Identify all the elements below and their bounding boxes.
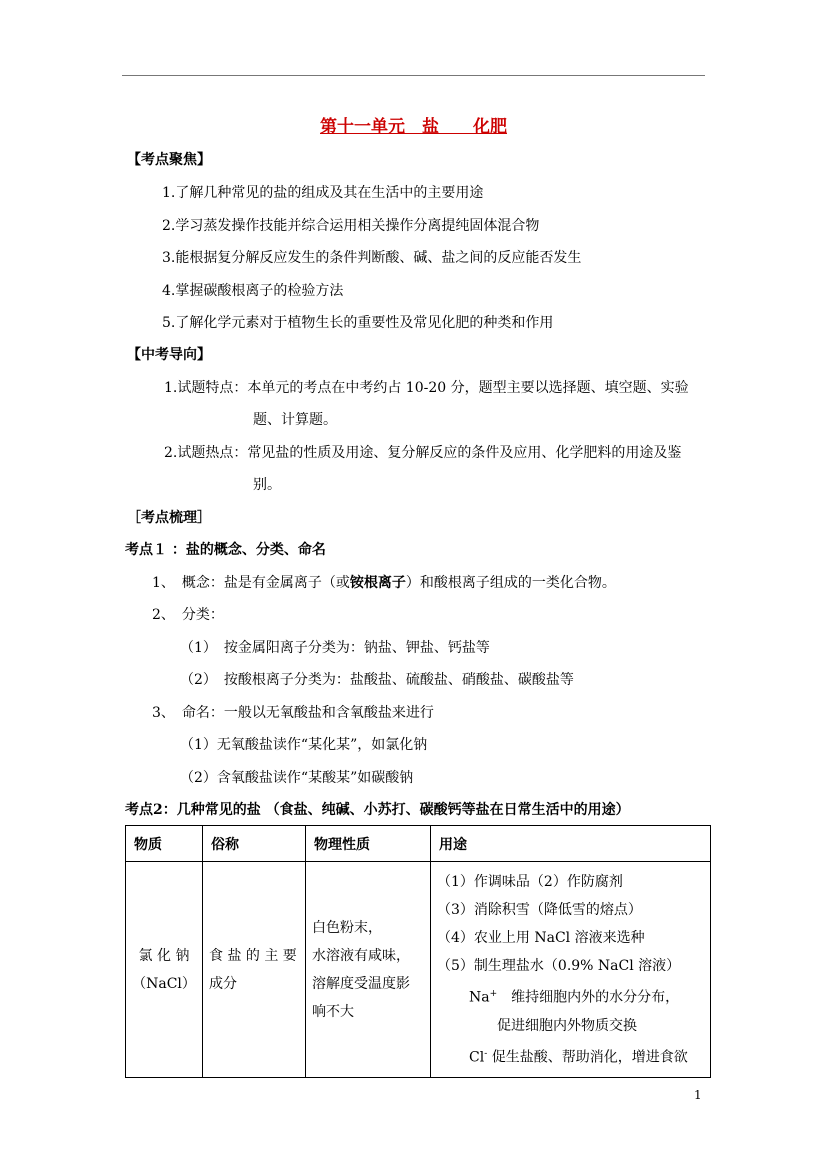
kp2-heading: 考点2：几种常见的盐 （食盐、纯碱、小苏打、碳酸钙等盐在日常生活中的用途）	[125, 802, 630, 818]
kp1-classify-2: （2） 按酸根离子分类为：盐酸盐、硫酸盐、硝酸盐、碳酸盐等	[180, 672, 574, 688]
kp1-heading: 考点１ ：盐的概念、分类、命名	[125, 542, 326, 558]
kp1-naming-2: （2）含氧酸盐读作“某酸某”如碳酸钠	[180, 770, 414, 786]
header-uses: 用途	[431, 826, 711, 862]
use-na-cont: 促进细胞内外物质交换	[497, 1017, 637, 1034]
page-title: 第十一单元 盐 化肥	[320, 117, 507, 137]
guide-item-2-cont: 别。	[253, 477, 281, 493]
focus-item-2: 2.学习蒸发操作技能并综合运用相关操作分离提纯固体混合物	[162, 218, 540, 234]
use-4: （5）制生理盐水（0.9% NaCl 溶液）	[437, 958, 681, 974]
kp1-classify-1: （1） 按金属阳离子分类为：钠盐、钾盐、钙盐等	[180, 640, 490, 656]
focus-item-3: 3.能根据复分解反应发生的条件判断酸、碱、盐之间的反应能否发生	[162, 250, 582, 266]
guide-item-1: 1.试题特点：本单元的考点在中考约占 10-20 分，题型主要以选择题、填空题、实验	[164, 380, 689, 396]
focus-item-5: 5.了解化学元素对于植物生长的重要性及常见化肥的种类和作用	[162, 315, 554, 331]
section-heading-guide: 【中考导向】	[127, 347, 211, 363]
header-substance: 物质	[126, 826, 203, 862]
table-header-row	[126, 826, 711, 862]
cell-uses	[431, 862, 711, 1078]
guide-item-2: 2.试题热点：常见盐的性质及用途、复分解反应的条件及应用、化学肥料的用途及鉴	[164, 445, 682, 461]
use-cl: Cl- 促生盐酸、帮助消化，增进食欲	[469, 1048, 688, 1066]
section-heading-focus: 【考点聚焦】	[127, 152, 211, 168]
kp1-concept: 1、 概念：盐是有金属离子（或铵根离子）和酸根离子组成的一类化合物。	[152, 575, 616, 591]
table-row	[126, 862, 711, 1078]
guide-item-1-cont: 题、计算题。	[253, 412, 337, 428]
kp1-naming-1: （1）无氧酸盐读作“某化某”，如氯化钠	[180, 737, 428, 753]
cell-common-name: 食 盐 的 主 要 成分	[203, 862, 306, 1078]
header-common-name: 俗称	[203, 826, 306, 862]
cell-physical: 白色粉末， 水溶液有咸味， 溶解度受温度影 响不大	[306, 862, 431, 1078]
page-number: 1	[694, 1088, 702, 1102]
kp1-naming: 3、 命名：一般以无氧酸盐和含氧酸盐来进行	[152, 705, 434, 721]
focus-item-4: 4.掌握碳酸根离子的检验方法	[162, 283, 344, 299]
use-3: （4）农业上用 NaCl 溶液来选种	[437, 930, 645, 946]
use-2: （3）消除积雪（降低雪的熔点）	[437, 902, 642, 918]
salt-table	[125, 825, 711, 1078]
cell-substance: 氯 化 钠 （NaCl）	[126, 862, 203, 1078]
kp1-classify: 2、 分类：	[152, 607, 224, 623]
header-physical: 物理性质	[306, 826, 431, 862]
focus-item-1: 1.了解几种常见的盐的组成及其在生活中的主要用途	[162, 185, 484, 201]
use-na: Na+ 维持细胞内外的水分分布，	[469, 989, 680, 1006]
header-rule	[122, 75, 705, 76]
section-heading-review: ［考点梳理］	[127, 510, 211, 526]
use-1: （1）作调味品（2）作防腐剂	[437, 874, 623, 890]
